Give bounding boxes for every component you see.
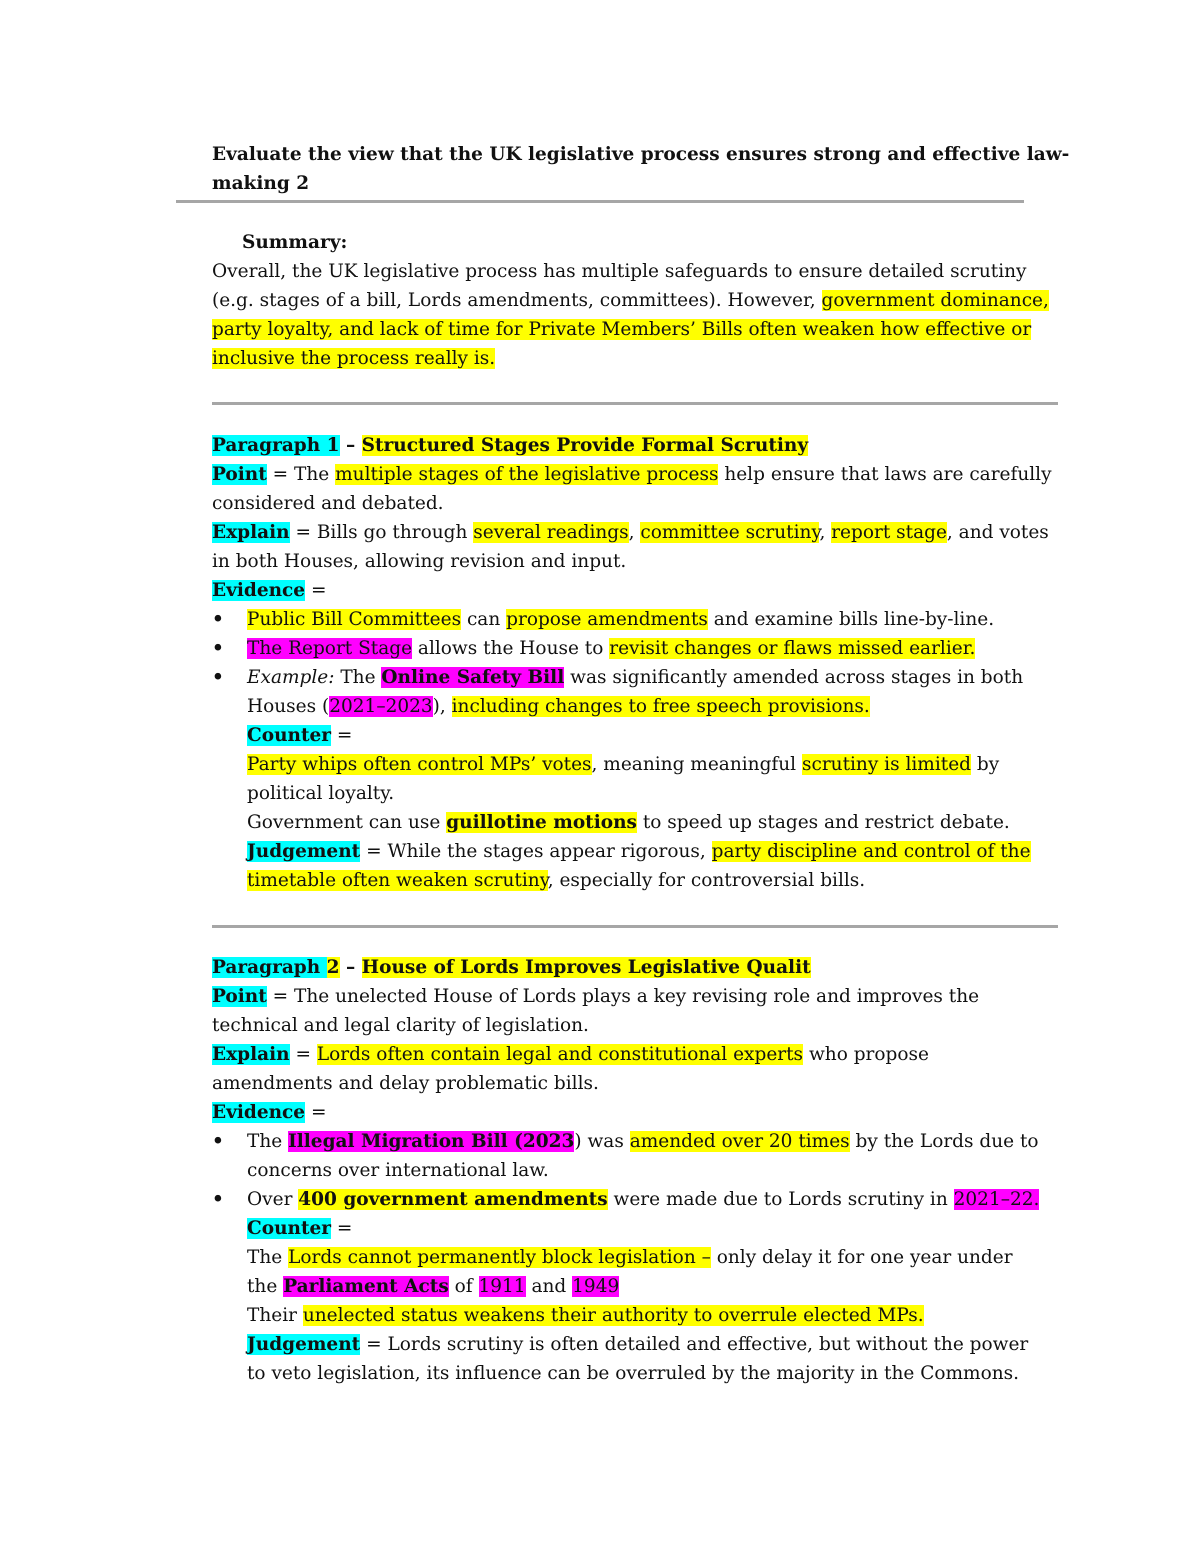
highlight: Lords often contain legal and constitutional experts [316,1044,804,1065]
explain-line-2: in both Houses, allowing revision and input. [212,551,627,572]
list-item: • Example: The Online Safety Bill was significantly amended across stages in both [212,663,1052,692]
highlight-magenta: Parliament Acts [283,1276,449,1297]
highlight: party loyalty, and lack of time for Private Members’ Bills often weaken how effective or [212,319,1032,340]
paragraph-1-section [212,431,1052,895]
point-line-1: Point = The multiple stages of the legislative process help ensure that laws are carefully [212,464,1052,485]
judgement-line-2: to veto legislation, its influence can be overruled by the majority in the Commons. [247,1363,1020,1384]
title-line-1: Evaluate the view that the UK legislative process ensures strong and effective law- [212,144,1070,165]
summary-line-3 [212,315,1049,344]
list-item: • The Report Stage allows the House to revisit changes or flaws missed earlier. [212,634,1052,663]
paragraph-2-heading: Paragraph 2 – House of Lords Improves Legislative Qualit [212,957,811,978]
highlight: unelected status weakens their authority to overrule elected MPs. [302,1305,924,1326]
highlight: propose amendments [506,609,708,630]
list-item: • The Illegal Migration Bill (2023) was amended over 20 times by the Lords due to [212,1127,1039,1156]
section-divider-2 [212,925,1058,928]
counter-text-3: Government can use guillotine motions to speed up stages and restrict debate. [247,812,1010,833]
point-line-2: technical and legal clarity of legislation. [212,1015,589,1036]
summary-section [212,228,1049,373]
point-line-2: considered and debated. [212,493,444,514]
highlight-magenta: 2021–22. [953,1189,1040,1210]
highlight: multiple stages of the legislative process [335,464,719,485]
highlight: scrutiny is limited [801,754,971,775]
highlight-magenta: 2021–2023 [329,696,433,717]
counter-text-1: Party whips often control MPs’ votes, meaning meaningful scrutiny is limited by [247,754,1000,775]
bullet-icon: • [212,638,224,659]
highlight: 400 government amendments [298,1189,608,1210]
highlight: timetable often weaken scrutiny [247,870,548,891]
label-counter: Counter [247,1218,332,1239]
highlight: party discipline and control of the [711,841,1031,862]
counter-line: Counter = [247,1218,353,1239]
summary-line-2: (e.g. stages of a bill, Lords amendments, committees). However, government dominance, [212,290,1049,311]
label-counter: Counter [247,725,332,746]
highlight-magenta: 1949 [572,1276,620,1297]
highlight-magenta: Online Safety Bill [381,667,565,688]
label-explain: Explain [212,1044,290,1065]
highlight-magenta: The Report Stage [247,638,413,659]
paragraph-2-section [212,953,1039,1388]
counter-text-1: The Lords cannot permanently block legislation – only delay it for one year under [247,1247,1013,1268]
highlight-magenta: 1911 [478,1276,526,1297]
label-judgement: Judgement [247,841,361,862]
evidence-line: Evidence = [212,580,327,601]
counter-text-2: the Parliament Acts of 1911 and 1949 [247,1276,620,1297]
document-title [212,140,1070,198]
label-judgement: Judgement [247,1334,361,1355]
summary-line-4 [212,344,1049,373]
highlight: guillotine motions [446,812,637,833]
paragraph-title: Structured Stages Provide Formal Scrutiny [361,435,809,456]
label-evidence: Evidence [212,1102,306,1123]
bullet-icon: • [212,667,224,688]
list-item: • Over 400 government amendments were made due to Lords scrutiny in 2021–22. [212,1185,1039,1214]
highlight: government dominance, [821,290,1049,311]
judgement-line-1: Judgement = Lords scrutiny is often detailed and effective, but without the power [247,1334,1029,1355]
judgement-line-1: Judgement = While the stages appear rigorous, party discipline and control of the [247,841,1031,862]
point-line-1: Point = The unelected House of Lords plays a key revising role and improves the [212,986,980,1007]
summary-heading: Summary: [242,232,348,253]
bullet-icon: • [212,1189,224,1210]
label-paragraph: Paragraph [212,957,327,978]
title-line-2: making 2 [212,173,310,194]
judgement-line-2: timetable often weaken scrutiny, especially for controversial bills. [247,870,866,891]
highlight: revisit changes or flaws missed earlier. [609,638,976,659]
example-label: Example: [247,667,335,688]
bullet-icon: • [212,1131,224,1152]
explain-line-2: amendments and delay problematic bills. [212,1073,599,1094]
list-item: • Public Bill Committees can propose amendments and examine bills line-by-line. [212,605,1052,634]
highlight: several readings [473,522,629,543]
highlight: committee scrutiny [640,522,820,543]
counter-line: Counter = [247,725,353,746]
highlight: Public Bill Committees [247,609,462,630]
label-paragraph: Paragraph 1 [212,435,340,456]
highlight: Party whips often control MPs’ votes [247,754,592,775]
counter-text-3: Their unelected status weakens their authority to overrule elected MPs. [247,1305,924,1326]
section-divider-1 [212,402,1058,405]
counter-text-2: political loyalty. [247,783,395,804]
paragraph-1-heading: Paragraph 1 – Structured Stages Provide Formal Scrutiny [212,435,809,456]
paragraph-number: 2 [326,957,340,978]
bullet-icon: • [212,609,224,630]
title-divider [176,200,1024,203]
highlight: Lords cannot permanently block legislation – [288,1247,711,1268]
paragraph-title: House of Lords Improves Legislative Qualit [361,957,811,978]
list-item-continuation: Houses (2021–2023), including changes to free speech provisions. [247,696,870,717]
highlight: inclusive the process really is. [212,348,496,369]
highlight: including changes to free speech provisions. [451,696,870,717]
explain-line-1: Explain = Lords often contain legal and constitutional experts who propose [212,1044,929,1065]
label-point: Point [212,464,267,485]
highlight: report stage [831,522,947,543]
label-point: Point [212,986,267,1007]
highlight: amended over 20 times [629,1131,850,1152]
explain-line-1: Explain = Bills go through several readings, committee scrutiny, report stage, and votes [212,522,1049,543]
list-item-continuation: concerns over international law. [247,1160,549,1181]
summary-line-1: Overall, the UK legislative process has multiple safeguards to ensure detailed scrutiny [212,261,1027,282]
label-evidence: Evidence [212,580,306,601]
evidence-line: Evidence = [212,1102,327,1123]
label-explain: Explain [212,522,290,543]
highlight-magenta: Illegal Migration Bill (2023 [288,1131,575,1152]
